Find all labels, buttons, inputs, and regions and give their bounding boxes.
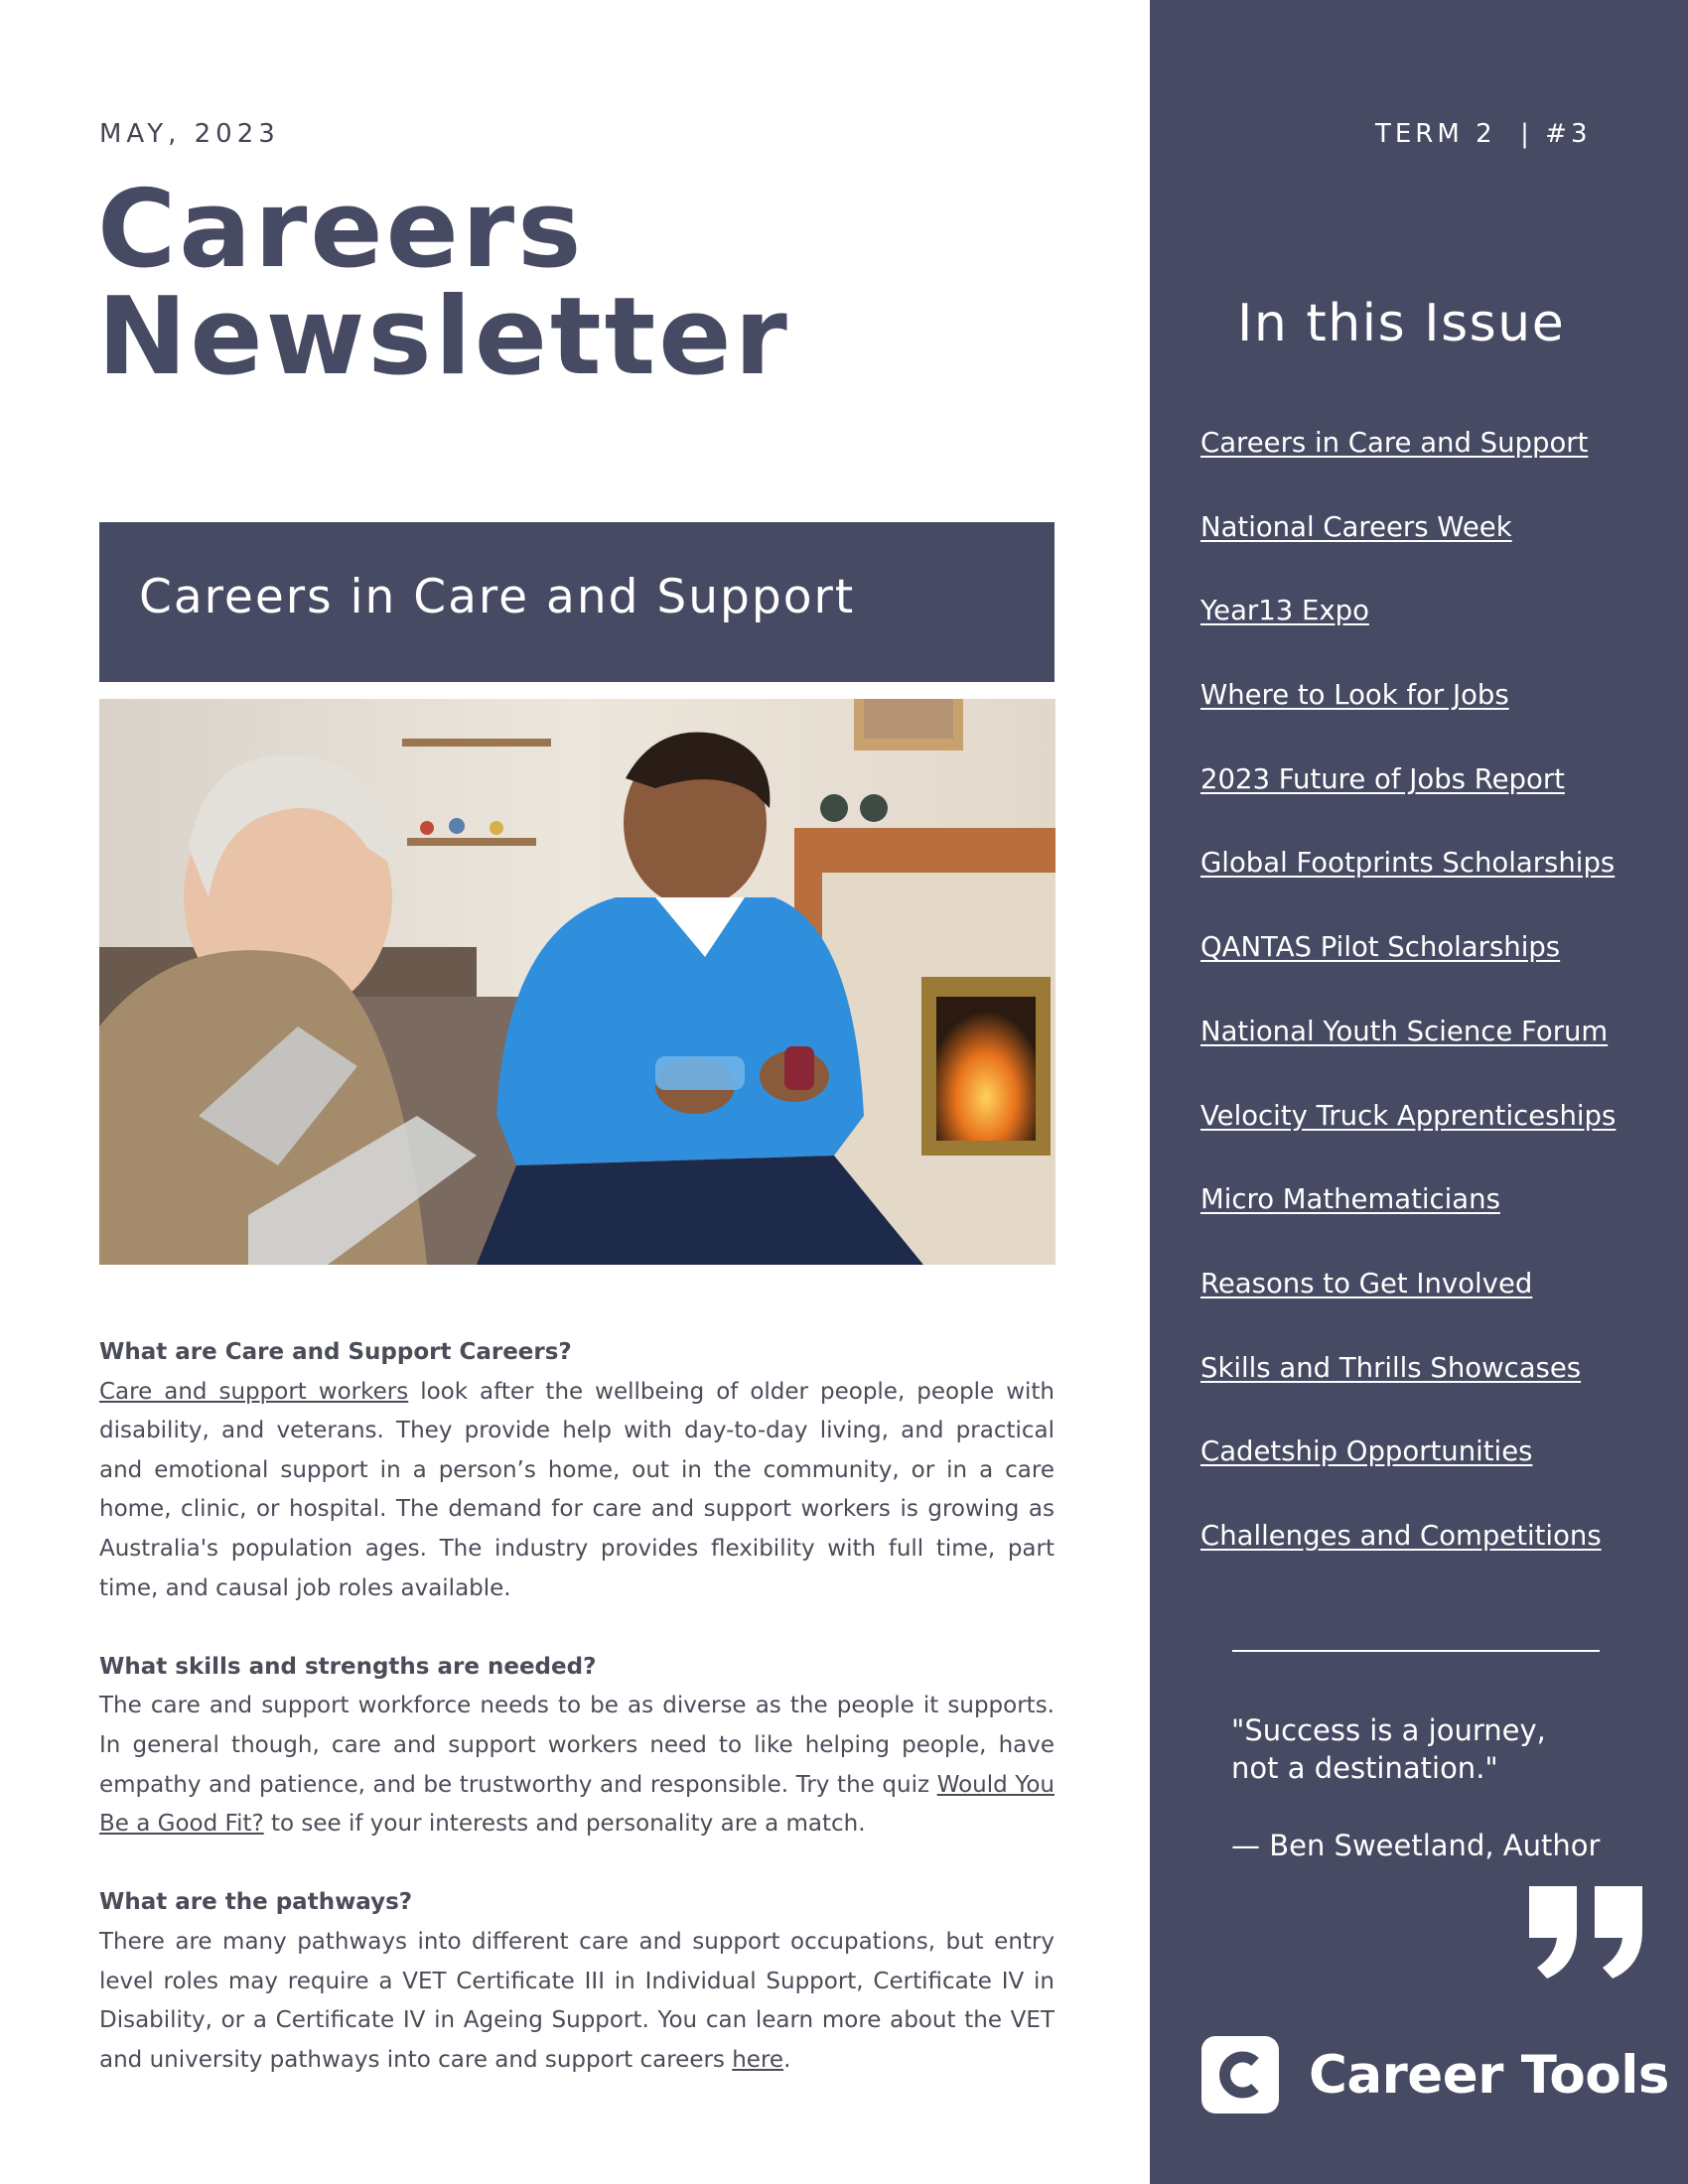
article-body: [99, 1333, 1055, 2119]
question-1-heading: What are Care and Support Careers?: [99, 1339, 572, 1365]
toc-item: [1200, 511, 1616, 596]
toc-link-where-to-look[interactable]: Where to Look for Jobs: [1200, 679, 1509, 712]
toc-link-global-footprints[interactable]: Global Footprints Scholarships: [1200, 847, 1616, 880]
issue-date: MAY, 2023: [99, 119, 280, 149]
title-line-2: Newsletter: [97, 275, 790, 399]
toc-item: [1200, 1435, 1616, 1520]
paragraph-2: [99, 1648, 1055, 1844]
toc-item: [1200, 1520, 1616, 1604]
toc-link-year13-expo[interactable]: Year13 Expo: [1200, 595, 1369, 627]
page-title: [97, 168, 790, 399]
care-worker-photo-illustration: [99, 699, 1055, 1265]
toc-item: [1200, 427, 1616, 511]
toc-link-careers-care-support[interactable]: Careers in Care and Support: [1200, 427, 1589, 459]
paragraph-3-tail: .: [783, 2046, 791, 2073]
care-support-workers-link[interactable]: Care and support workers: [99, 1378, 409, 1405]
question-3-heading: What are the pathways?: [99, 1889, 413, 1916]
toc-link-youth-science-forum[interactable]: National Youth Science Forum: [1200, 1015, 1609, 1047]
paragraph-2-tail: to see if your interests and personality are a match.: [263, 1811, 866, 1838]
toc-item: [1200, 1268, 1616, 1352]
sidebar: [1150, 0, 1688, 2184]
divider: [1232, 1650, 1600, 1652]
article-photo: [99, 699, 1055, 1265]
toc-link-micro-mathematicians[interactable]: Micro Mathematicians: [1200, 1183, 1500, 1216]
quiz-link[interactable]: Would You Be a Good Fit?: [99, 1771, 1055, 1838]
toc-link-cadetship[interactable]: Cadetship Opportunities: [1200, 1435, 1533, 1468]
section-header: [99, 522, 1055, 682]
toc-item: [1200, 931, 1616, 1016]
toc-link-skills-thrills[interactable]: Skills and Thrills Showcases: [1200, 1351, 1582, 1384]
table-of-contents: [1200, 427, 1616, 1604]
paragraph-1: [99, 1333, 1055, 1608]
logo-text: Career Tools: [1309, 2044, 1669, 2106]
in-this-issue-heading: In this Issue: [1237, 294, 1566, 353]
toc-link-future-of-jobs[interactable]: 2023 Future of Jobs Report: [1200, 762, 1565, 795]
toc-item: [1200, 1352, 1616, 1436]
career-tools-logo-icon: [1201, 2036, 1279, 2114]
toc-link-national-careers-week[interactable]: National Careers Week: [1200, 510, 1512, 543]
toc-item: [1200, 763, 1616, 848]
toc-item: [1200, 847, 1616, 931]
toc-link-challenges-competitions[interactable]: Challenges and Competitions: [1200, 1519, 1602, 1552]
toc-item: [1200, 1016, 1616, 1100]
question-2-heading: What skills and strengths are needed?: [99, 1653, 597, 1680]
paragraph-3: [99, 1883, 1055, 2080]
paragraph-3-text: There are many pathways into different care and support occupations, but entry level roles may require a VET Certificate III in Individual Support, Certificate IV in Disability, or a Certificate IV in Ageing Support. You can learn more about the VET and university pathways into care and support careers: [99, 1928, 1055, 2073]
toc-link-reasons-involved[interactable]: Reasons to Get Involved: [1200, 1267, 1533, 1299]
career-tools-logo: [1201, 2035, 1669, 2115]
pathways-here-link[interactable]: here: [732, 2046, 784, 2073]
paragraph-2-text: The care and support workforce needs to be as diverse as the people it supports. In general though, care and support workers need to like helping people, have empathy and patience, and be trustworthy and responsible. Try the quiz: [99, 1693, 1055, 1798]
quote-author: — Ben Sweetland, Author: [1231, 1829, 1601, 1862]
paragraph-1-text: look after the wellbeing of older people, people with disability, and veterans. They provide help with day-to-day living, and practical and emotional support in a person’s home, out in the community, or in a care home, clinic, or hospital. The demand for care and support workers is growing as Australia's population ages. The industry provides flexibility with full time, part time, and causal job roles available.: [99, 1378, 1055, 1601]
toc-item: [1200, 1100, 1616, 1184]
toc-item: [1200, 1183, 1616, 1268]
quote-text: "Success is a journey, not a destination.": [1231, 1713, 1546, 1785]
title-line-1: Careers: [97, 168, 585, 292]
toc-link-velocity-truck[interactable]: Velocity Truck Apprenticeships: [1200, 1099, 1617, 1132]
toc-link-qantas-pilot[interactable]: QANTAS Pilot Scholarships: [1200, 931, 1561, 964]
term-issue-number: TERM 2 | #3: [1375, 119, 1592, 149]
section-title: Careers in Care and Support: [139, 570, 856, 624]
quote-mark-icon: [1527, 1886, 1646, 1984]
toc-item: [1200, 679, 1616, 763]
toc-item: [1200, 595, 1616, 679]
